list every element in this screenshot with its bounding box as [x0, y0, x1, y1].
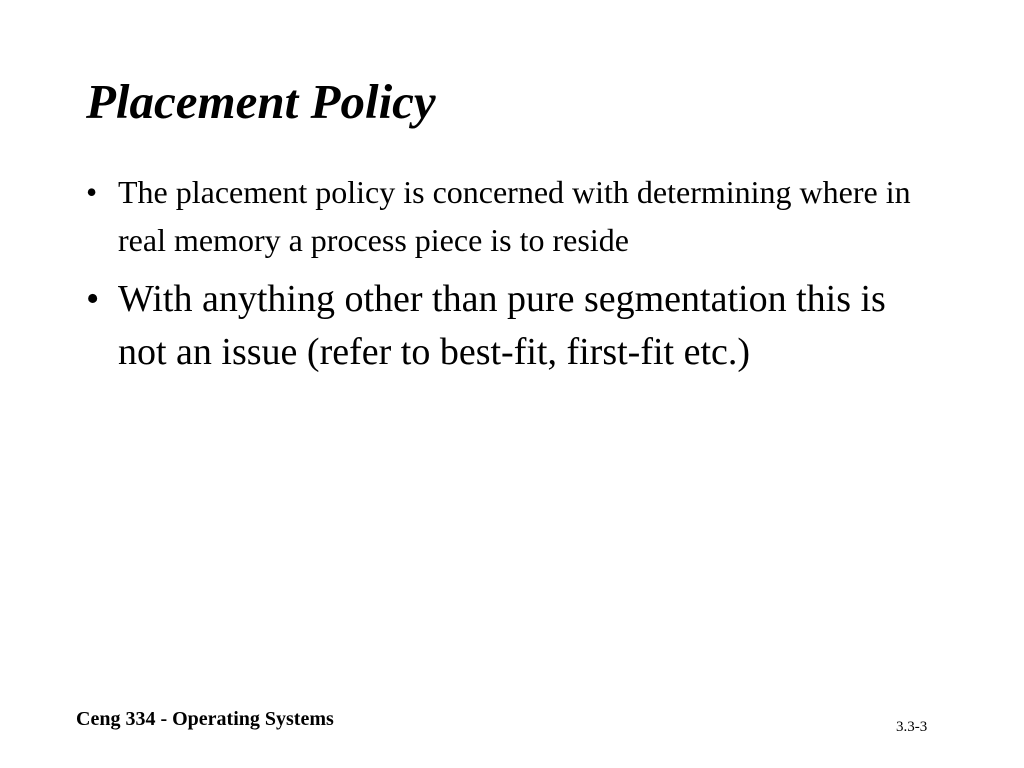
bullet-text: With anything other than pure segmentation this is not an issue (refer to best-fit, first-fit etc.)	[118, 278, 886, 373]
bullet-marker: •	[86, 174, 98, 210]
bullet-item	[84, 273, 934, 379]
bullet-text: The placement policy is concerned with determining where in real memory a process piece is to reside	[118, 174, 911, 258]
bullet-item	[84, 168, 934, 264]
footer-course-title: Ceng 334 - Operating Systems	[76, 708, 334, 730]
slide-number: 3.3-3	[896, 719, 928, 735]
bullet-list	[84, 168, 934, 379]
slide-title: Placement Policy	[86, 74, 436, 129]
bullet-marker: •	[86, 278, 100, 320]
